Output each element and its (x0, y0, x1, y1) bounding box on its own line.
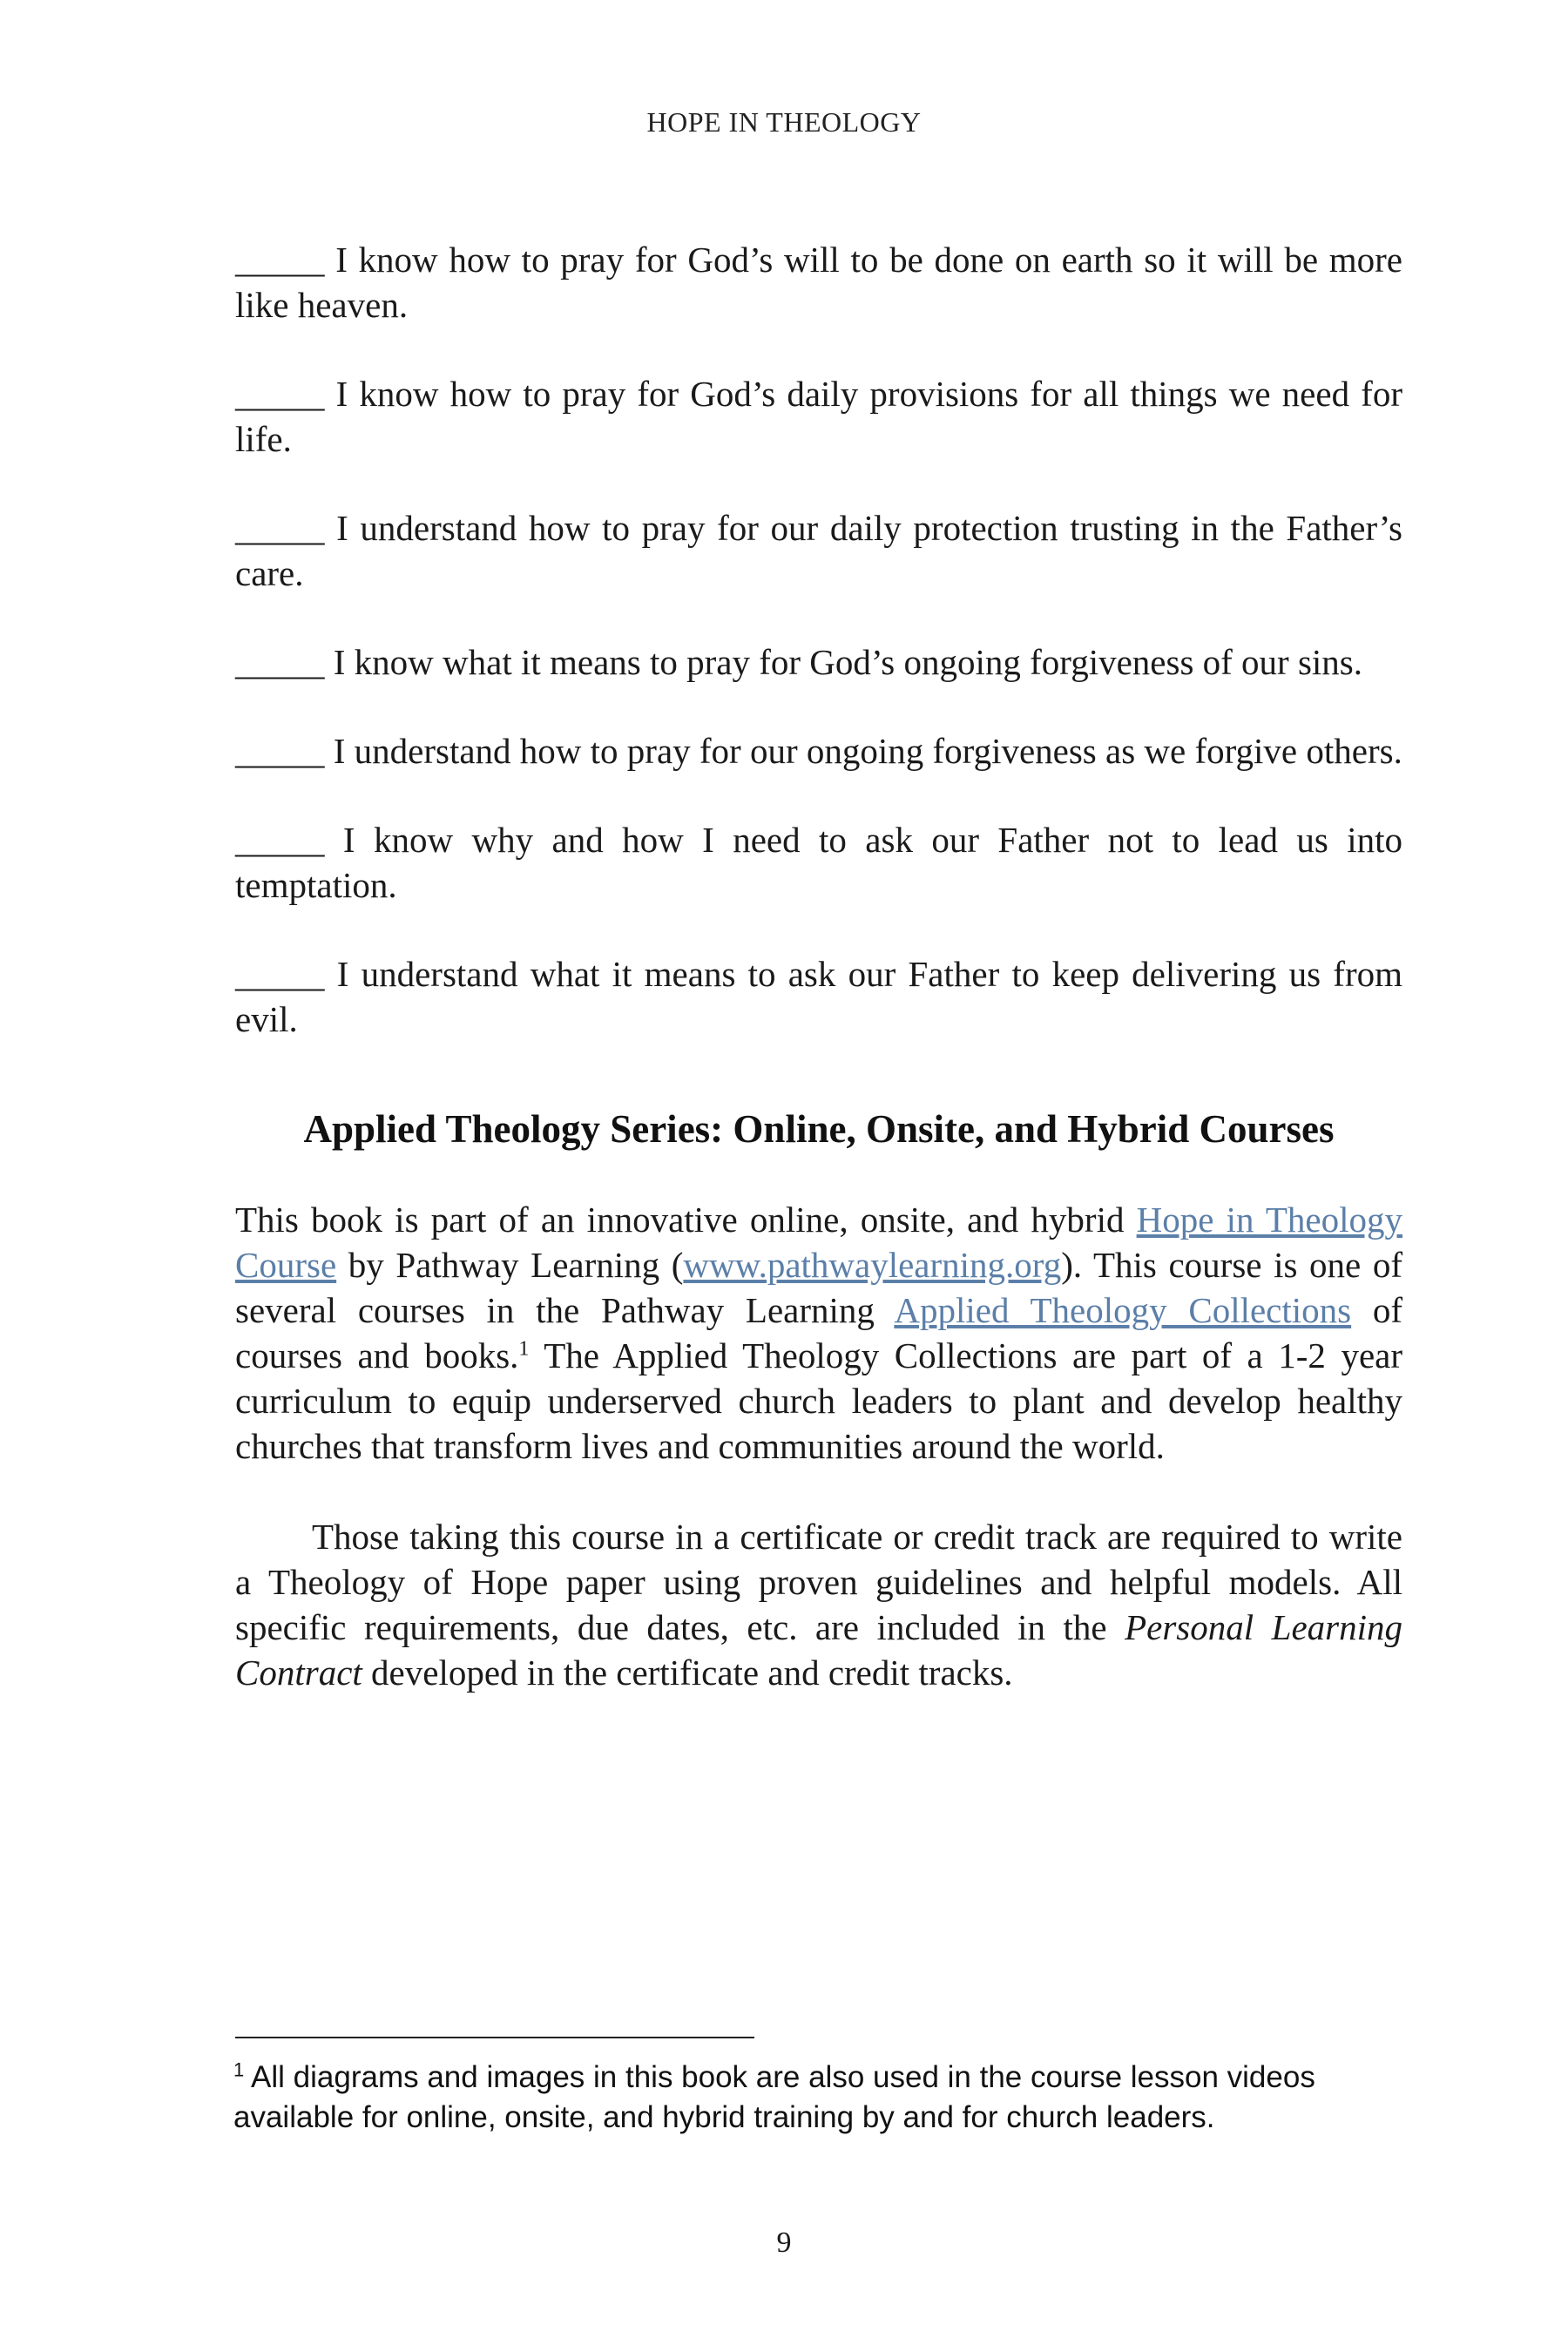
footnote-divider (235, 2037, 754, 2038)
checklist-item (235, 505, 1402, 596)
footnote-reference: 1 (518, 1337, 530, 1361)
checklist-blank: _____ (235, 374, 325, 414)
checklist-item-text: I know how to pray for God’s will to be done on earth so it will be more like heaven. (235, 240, 1402, 325)
checklist-item-text: I understand how to pray for our ongoing forgiveness as we forgive others. (333, 731, 1402, 771)
footnote-text: All diagrams and images in this book are also used in the course lesson videos available for online, onsite, and hybrid training by and for church leaders. (233, 2060, 1315, 2134)
checklist-item-text: I know how to pray for God’s daily provisions for all things we need for life. (235, 374, 1402, 459)
checklist-item (235, 639, 1402, 685)
checklist-item (235, 817, 1402, 908)
page-number: 9 (776, 2227, 792, 2259)
para-text: of courses and books. (235, 1290, 1403, 1375)
self-assessment-checklist (235, 237, 1402, 1042)
checklist-item-text: I understand how to pray for our daily protection trusting in the Father’s care. (235, 508, 1403, 593)
checklist-blank: _____ (235, 508, 325, 548)
checklist-item-text: I know what it means to pray for God’s ongoing forgiveness of our sins. (333, 642, 1363, 682)
para-text: ). This course is one of several courses in the Pathway Learning (235, 1245, 1402, 1330)
course-link[interactable]: Hope in Theology Course (235, 1200, 1402, 1285)
page-content (235, 237, 1402, 1740)
footnote (233, 2058, 1405, 2138)
course-description-paragraph (235, 1197, 1402, 1469)
website-link[interactable]: www.pathwaylearning.org (683, 1245, 1062, 1285)
checklist-blank: _____ (235, 731, 325, 771)
para-text: This book is part of an innovative online, onsite, and hybrid (235, 1200, 1137, 1240)
contract-title: Personal Learning Contract (235, 1607, 1402, 1693)
para-text: Those taking this course in a certificate or credit track are required to write a Theology of Hope paper using proven guidelines and helpful models. All specific requirements, due dates, etc. are included in the (235, 1517, 1402, 1647)
checklist-item-text: I understand what it means to ask our Father to keep delivering us from evil. (235, 954, 1403, 1039)
requirements-paragraph (235, 1514, 1402, 1695)
para-text: developed in the certificate and credit tracks. (362, 1652, 1013, 1693)
checklist-item (235, 951, 1402, 1042)
checklist-blank: _____ (235, 240, 325, 280)
collections-link[interactable]: Applied Theology Collections (894, 1290, 1352, 1330)
running-header: HOPE IN THEOLOGY (646, 106, 922, 138)
checklist-blank: _____ (235, 820, 325, 860)
checklist-item-text: I know why and how I need to ask our Father not to lead us into temptation. (235, 820, 1403, 905)
checklist-blank: _____ (235, 954, 325, 994)
section-heading: Applied Theology Series: Online, Onsite, and Hybrid Courses (303, 1107, 1335, 1151)
footnote-number: 1 (233, 2058, 245, 2081)
checklist-item (235, 371, 1402, 462)
checklist-blank: _____ (235, 642, 325, 682)
checklist-item (235, 237, 1402, 328)
para-text: The Applied Theology Collections are part of a 1-2 year curriculum to equip underserved church leaders to plant and develop healthy churches that transform lives and communities around the world. (235, 1335, 1402, 1466)
para-text: by Pathway Learning ( (336, 1245, 684, 1285)
checklist-item (235, 728, 1402, 774)
